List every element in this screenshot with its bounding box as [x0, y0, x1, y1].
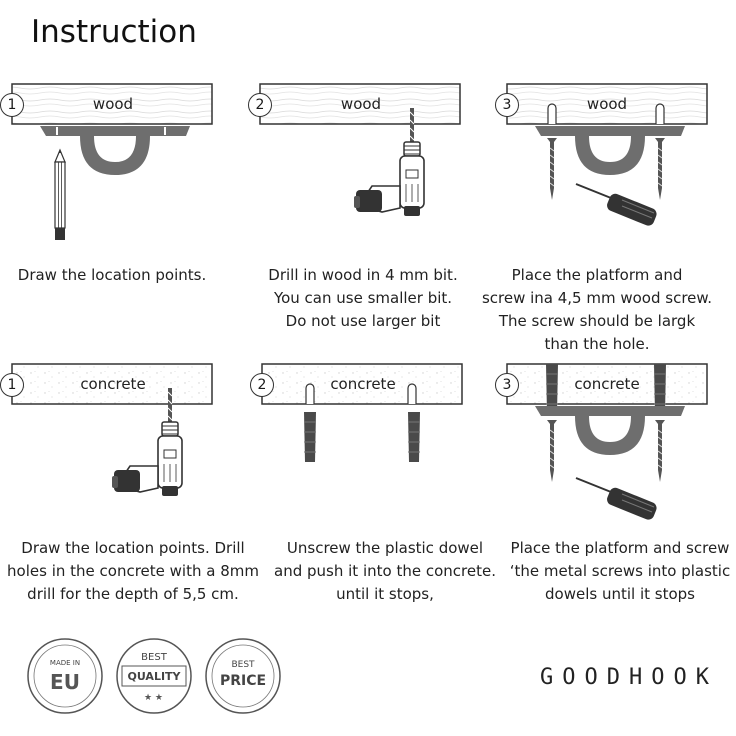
caption-line: dowels until it stops — [545, 585, 695, 603]
wood-step-2-caption — [248, 264, 478, 333]
concrete-step-3-caption — [504, 537, 736, 606]
badge-eu-main: EU — [50, 670, 80, 694]
caption-line: holes in the concrete with a 8mm — [7, 562, 259, 580]
concrete-step-2-caption — [268, 537, 502, 606]
caption-line: than the hole. — [544, 335, 650, 353]
concrete-step-1-number: 1 — [0, 373, 24, 397]
caption-line: Draw the location points. — [17, 266, 207, 284]
caption-line: You can use smaller bit. — [273, 289, 453, 307]
caption-line: drill for the depth of 5,5 cm. — [27, 585, 239, 603]
wood-step-1-caption — [0, 264, 224, 287]
wood-step-3-number: 3 — [495, 93, 519, 117]
svg-text:★ ★: ★ ★ — [144, 693, 163, 703]
caption-line: ‘the metal screws into plastic — [509, 562, 731, 580]
badge-price-main: PRICE — [219, 673, 267, 689]
caption-line: Unscrew the plastic dowel — [286, 539, 484, 557]
badge-quality-top: BEST — [141, 652, 167, 663]
badge-eu-top: MADE IN — [49, 659, 81, 667]
wood-board-label-2: wood — [340, 95, 382, 113]
wood-board-label-3: wood — [586, 95, 628, 113]
brand-logo: GOODHOOK — [540, 665, 718, 690]
concrete-board-label-2: concrete — [330, 375, 396, 393]
concrete-step-1-caption — [0, 537, 266, 606]
wood-board-label-1: wood — [92, 95, 134, 113]
concrete-step-2-number: 2 — [250, 373, 274, 397]
page-title: Instruction — [31, 14, 197, 50]
caption-line: Draw the location points. Drill — [21, 539, 245, 557]
caption-line: Do not use larger bit — [285, 312, 441, 330]
concrete-step-3-number: 3 — [495, 373, 519, 397]
wood-step-3-caption — [476, 264, 718, 356]
caption-line: Place the platform and screw — [510, 539, 730, 557]
caption-line: Place the platform and — [511, 266, 683, 284]
concrete-board-label-1: concrete — [80, 375, 146, 393]
caption-line: until it stops, — [336, 585, 434, 603]
wood-step-2-number: 2 — [248, 93, 272, 117]
wood-step-1-number: 1 — [0, 93, 24, 117]
badge-price-top: BEST — [231, 660, 255, 670]
badge-quality-main: QUALITY — [127, 670, 181, 683]
concrete-board-label-3: concrete — [574, 375, 640, 393]
caption-line: and push it into the concrete. — [274, 562, 496, 580]
caption-line: The screw should be largk — [498, 312, 696, 330]
caption-line: Drill in wood in 4 mm bit. — [268, 266, 458, 284]
caption-line: screw ina 4,5 mm wood screw. — [481, 289, 713, 307]
